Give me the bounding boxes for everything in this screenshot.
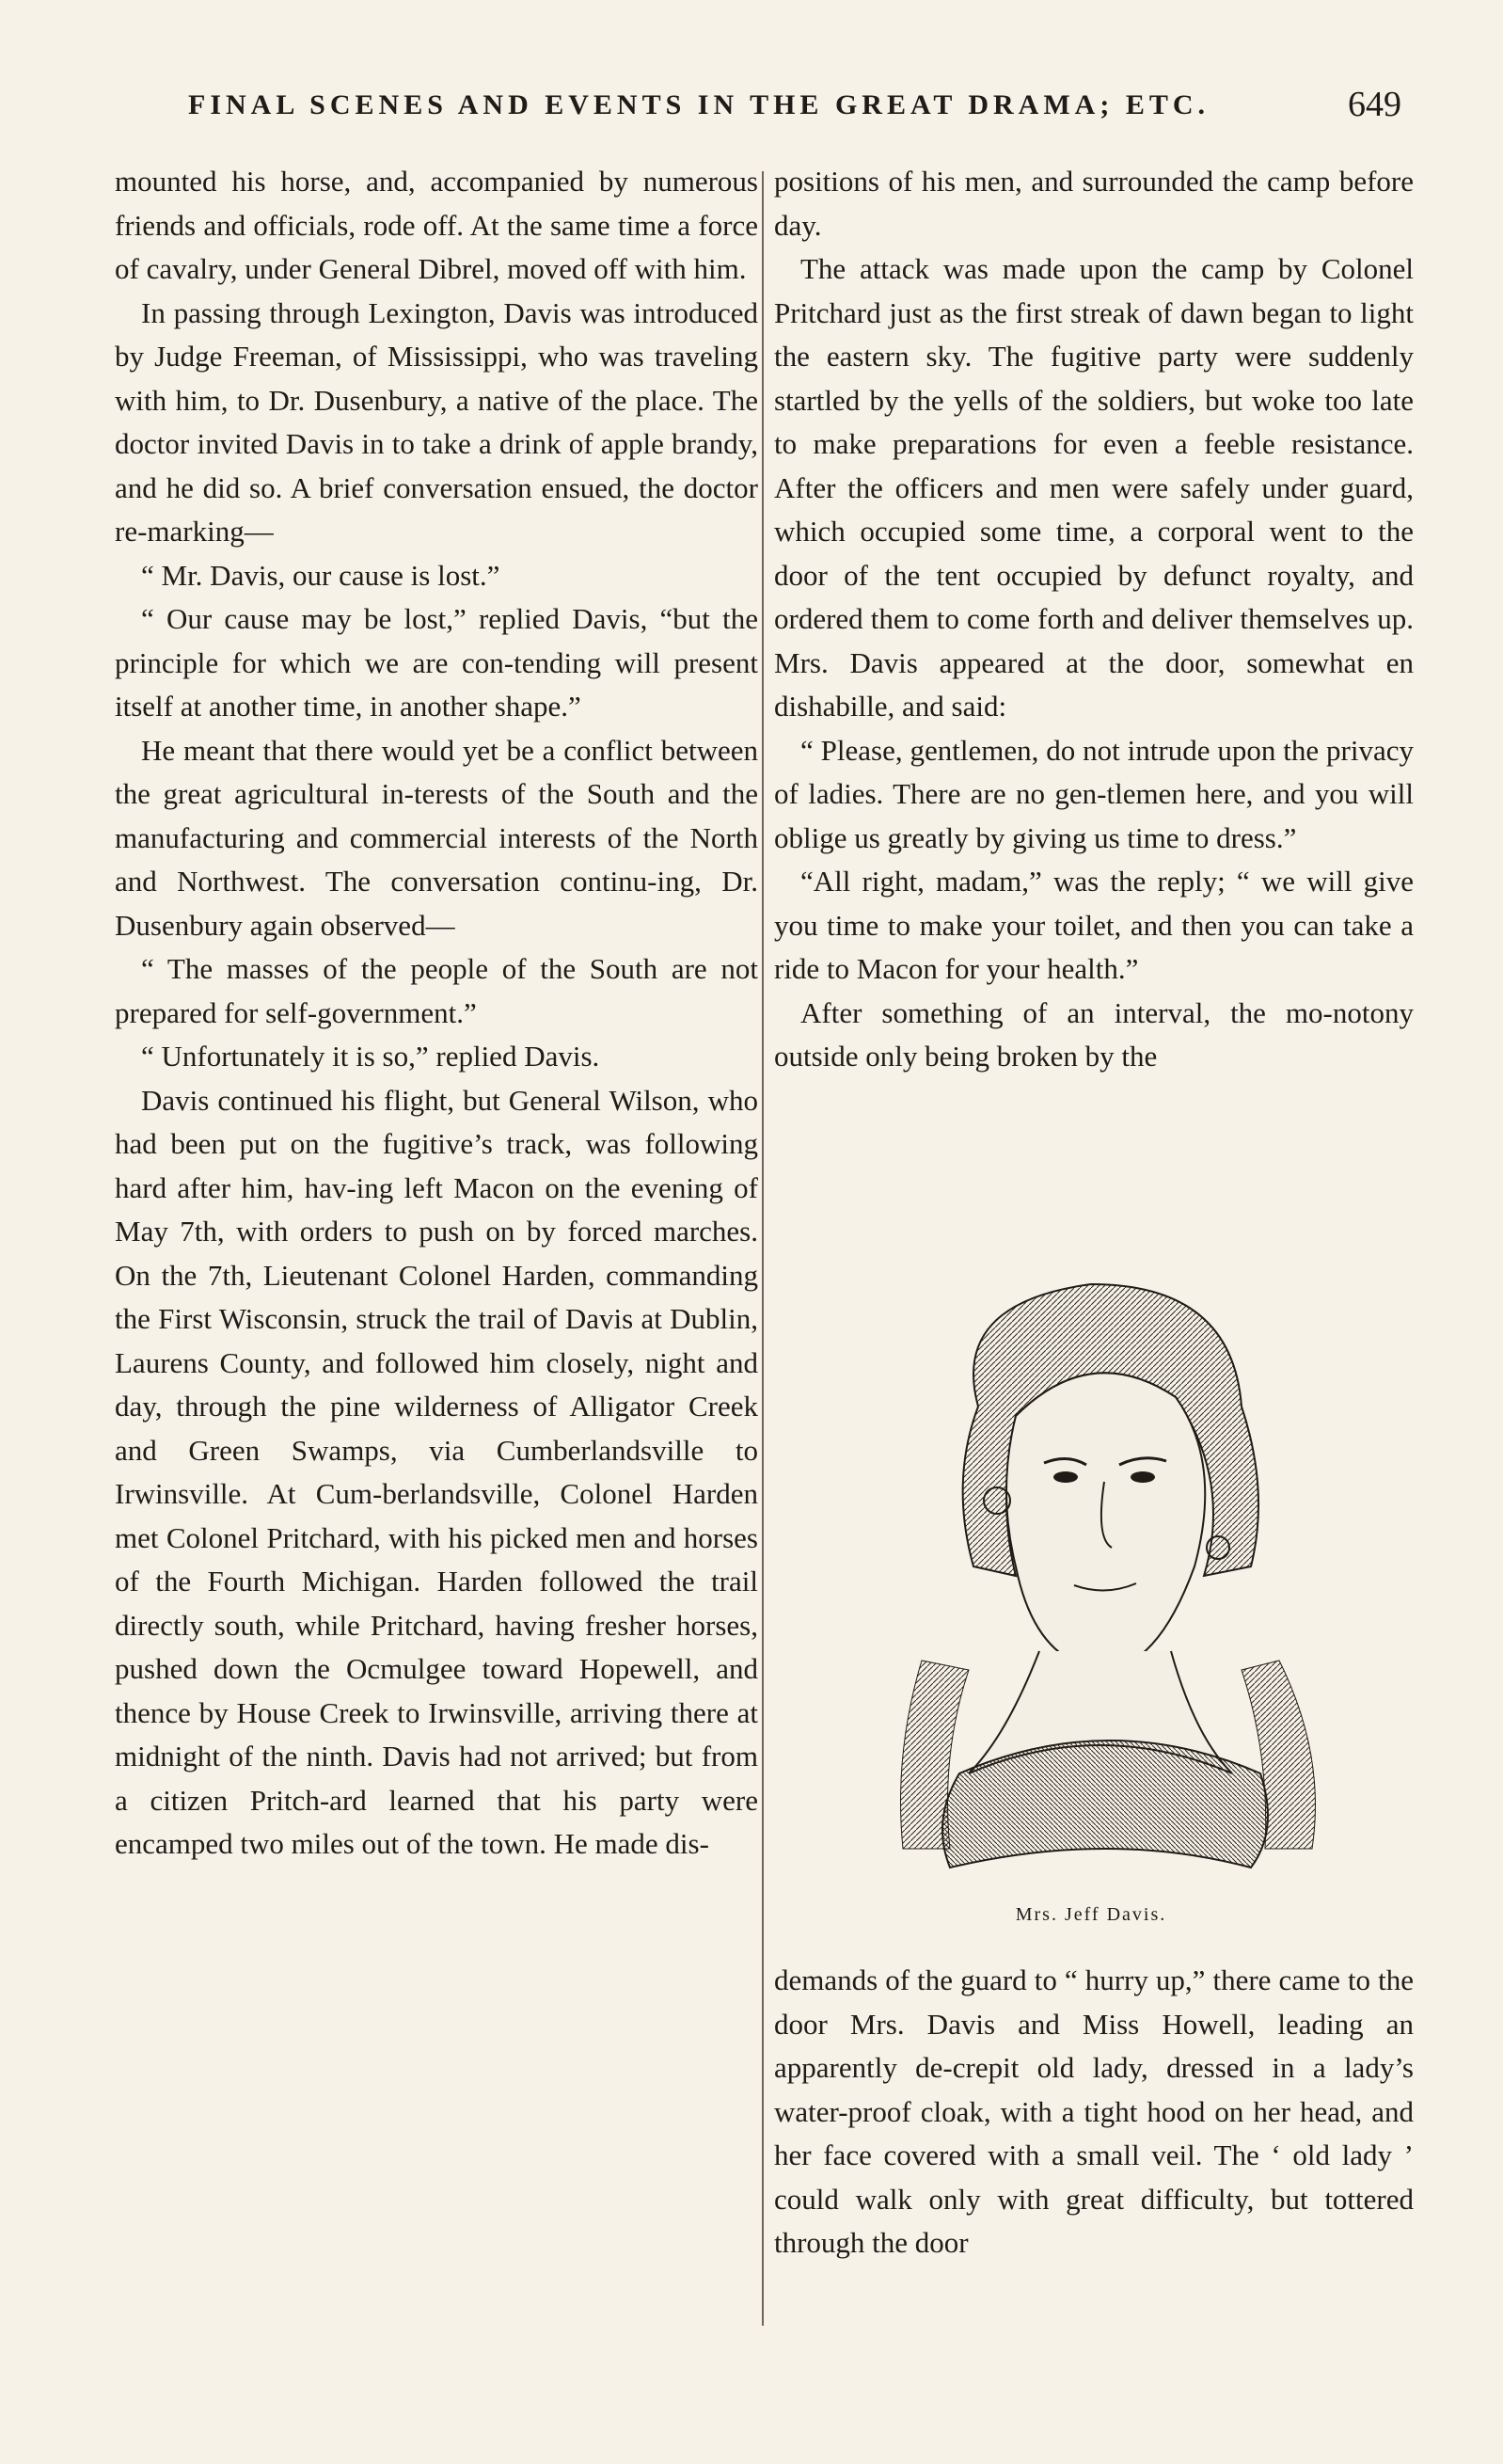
- right-paragraph-2: The attack was made upon the camp by Colonel Pritchard just as the first streak of dawn began to light the eastern sky. The fugitive party were suddenly startled by the yells of the soldiers, but woke too late to make preparations for even a feeble resistance. After the officers and men were safely under guard, which occupied some time, a corporal went to the door of the tent occupied by defunct royalty, and ordered them to come forth and deliver themselves up. Mrs. Davis appeared at the door, somewhat en dishabille, and said:: [774, 252, 1414, 723]
- left-paragraph-1: mounted his horse, and, accompanied by numerous friends and officials, rode off. At the same time a force of cavalry, under General Dibrel, moved off with him.: [115, 165, 758, 285]
- left-paragraph-3: “ Mr. Davis, our cause is lost.”: [141, 558, 500, 592]
- right-paragraph-4: “All right, madam,” was the reply; “ we will give you time to make your toilet, and then you can take a ride to Macon for your health.”: [774, 865, 1414, 985]
- left-paragraph-7: “ Unfortunately it is so,” replied Davis.: [141, 1040, 600, 1073]
- running-head: FINAL SCENES AND EVENTS IN THE GREAT DRAMA; ETC.: [188, 89, 1210, 120]
- right-bottom-paragraph-1: demands of the guard to “ hurry up,” there came to the door Mrs. Davis and Miss Howell, leading an apparently de-crepit old lady, dressed in a lady’s water-proof cloak, with a tight hood on her head, and her face covered with a small veil. The ‘ old lady ’ could walk only with great difficulty, but tottered through the door: [774, 1963, 1414, 2259]
- left-paragraph-4: “ Our cause may be lost,” replied Davis, “but the principle for which we are con-tending will present itself at another time, in another shape.”: [115, 602, 758, 723]
- left-paragraph-5: He meant that there would yet be a conflict between the great agricultural in-terests of the South and the manufacturing and commercial interests of the North and Northwest. The conversation continu-ing, Dr. Dusenbury again observed—: [115, 733, 758, 942]
- left-paragraph-6: “ The masses of the people of the South are not prepared for self-government.”: [115, 952, 758, 1029]
- column-divider: [762, 171, 764, 2326]
- right-paragraph-5: After something of an interval, the mo-notony outside only being broken by the: [774, 995, 1414, 1073]
- page-header: [188, 85, 1411, 136]
- portrait-figure: [837, 1265, 1383, 1886]
- left-paragraph-2: In passing through Lexington, Davis was introduced by Judge Freeman, of Mississippi, who was traveling with him, to Dr. Dusenbury, a native of the place. The doctor invited Davis in to take a drink of apple brandy, and he did so. A brief conversation ensued, the doctor re-marking—: [115, 295, 758, 548]
- right-column-top: [774, 160, 1414, 1079]
- right-paragraph-3: “ Please, gentlemen, do not intrude upon the privacy of ladies. There are no gen-tlemen here, and you will oblige us greatly by giving us time to dress.”: [774, 733, 1414, 854]
- page-number: 649: [1348, 85, 1401, 124]
- portrait-illustration: [837, 1265, 1383, 1886]
- left-paragraph-8: Davis continued his flight, but General Wilson, who had been put on the fugitive’s track, was following hard after him, hav-ing left Macon on the evening of May 7th, with orders to push on by forced marches. On the 7th, Lieutenant Colonel Harden, commanding the First Wisconsin, struck the trail of Davis at Dublin, Laurens County, and followed him closely, night and day, through the pine wilderness of Alligator Creek and Green Swamps, via Cumberlandsville to Irwinsville. At Cum-berlandsville, Colonel Harden met Colonel Pritchard, with his picked men and horses of the Fourth Michigan. Harden followed the trail directly south, while Pritchard, having fresher horses, pushed down the Ocmulgee toward Hopewell, and thence by House Creek to Irwinsville, arriving there at midnight of the ninth. Davis had not arrived; but from a citizen Pritch-ard learned that his party were encamped two miles out of the town. He made dis-: [115, 1083, 758, 1860]
- right-column-bottom: [774, 1959, 1414, 2265]
- right-paragraph-1: positions of his men, and surrounded the camp before day.: [774, 165, 1414, 242]
- figure-caption: Mrs. Jeff Davis.: [1015, 1904, 1167, 1925]
- left-column: [115, 160, 758, 1867]
